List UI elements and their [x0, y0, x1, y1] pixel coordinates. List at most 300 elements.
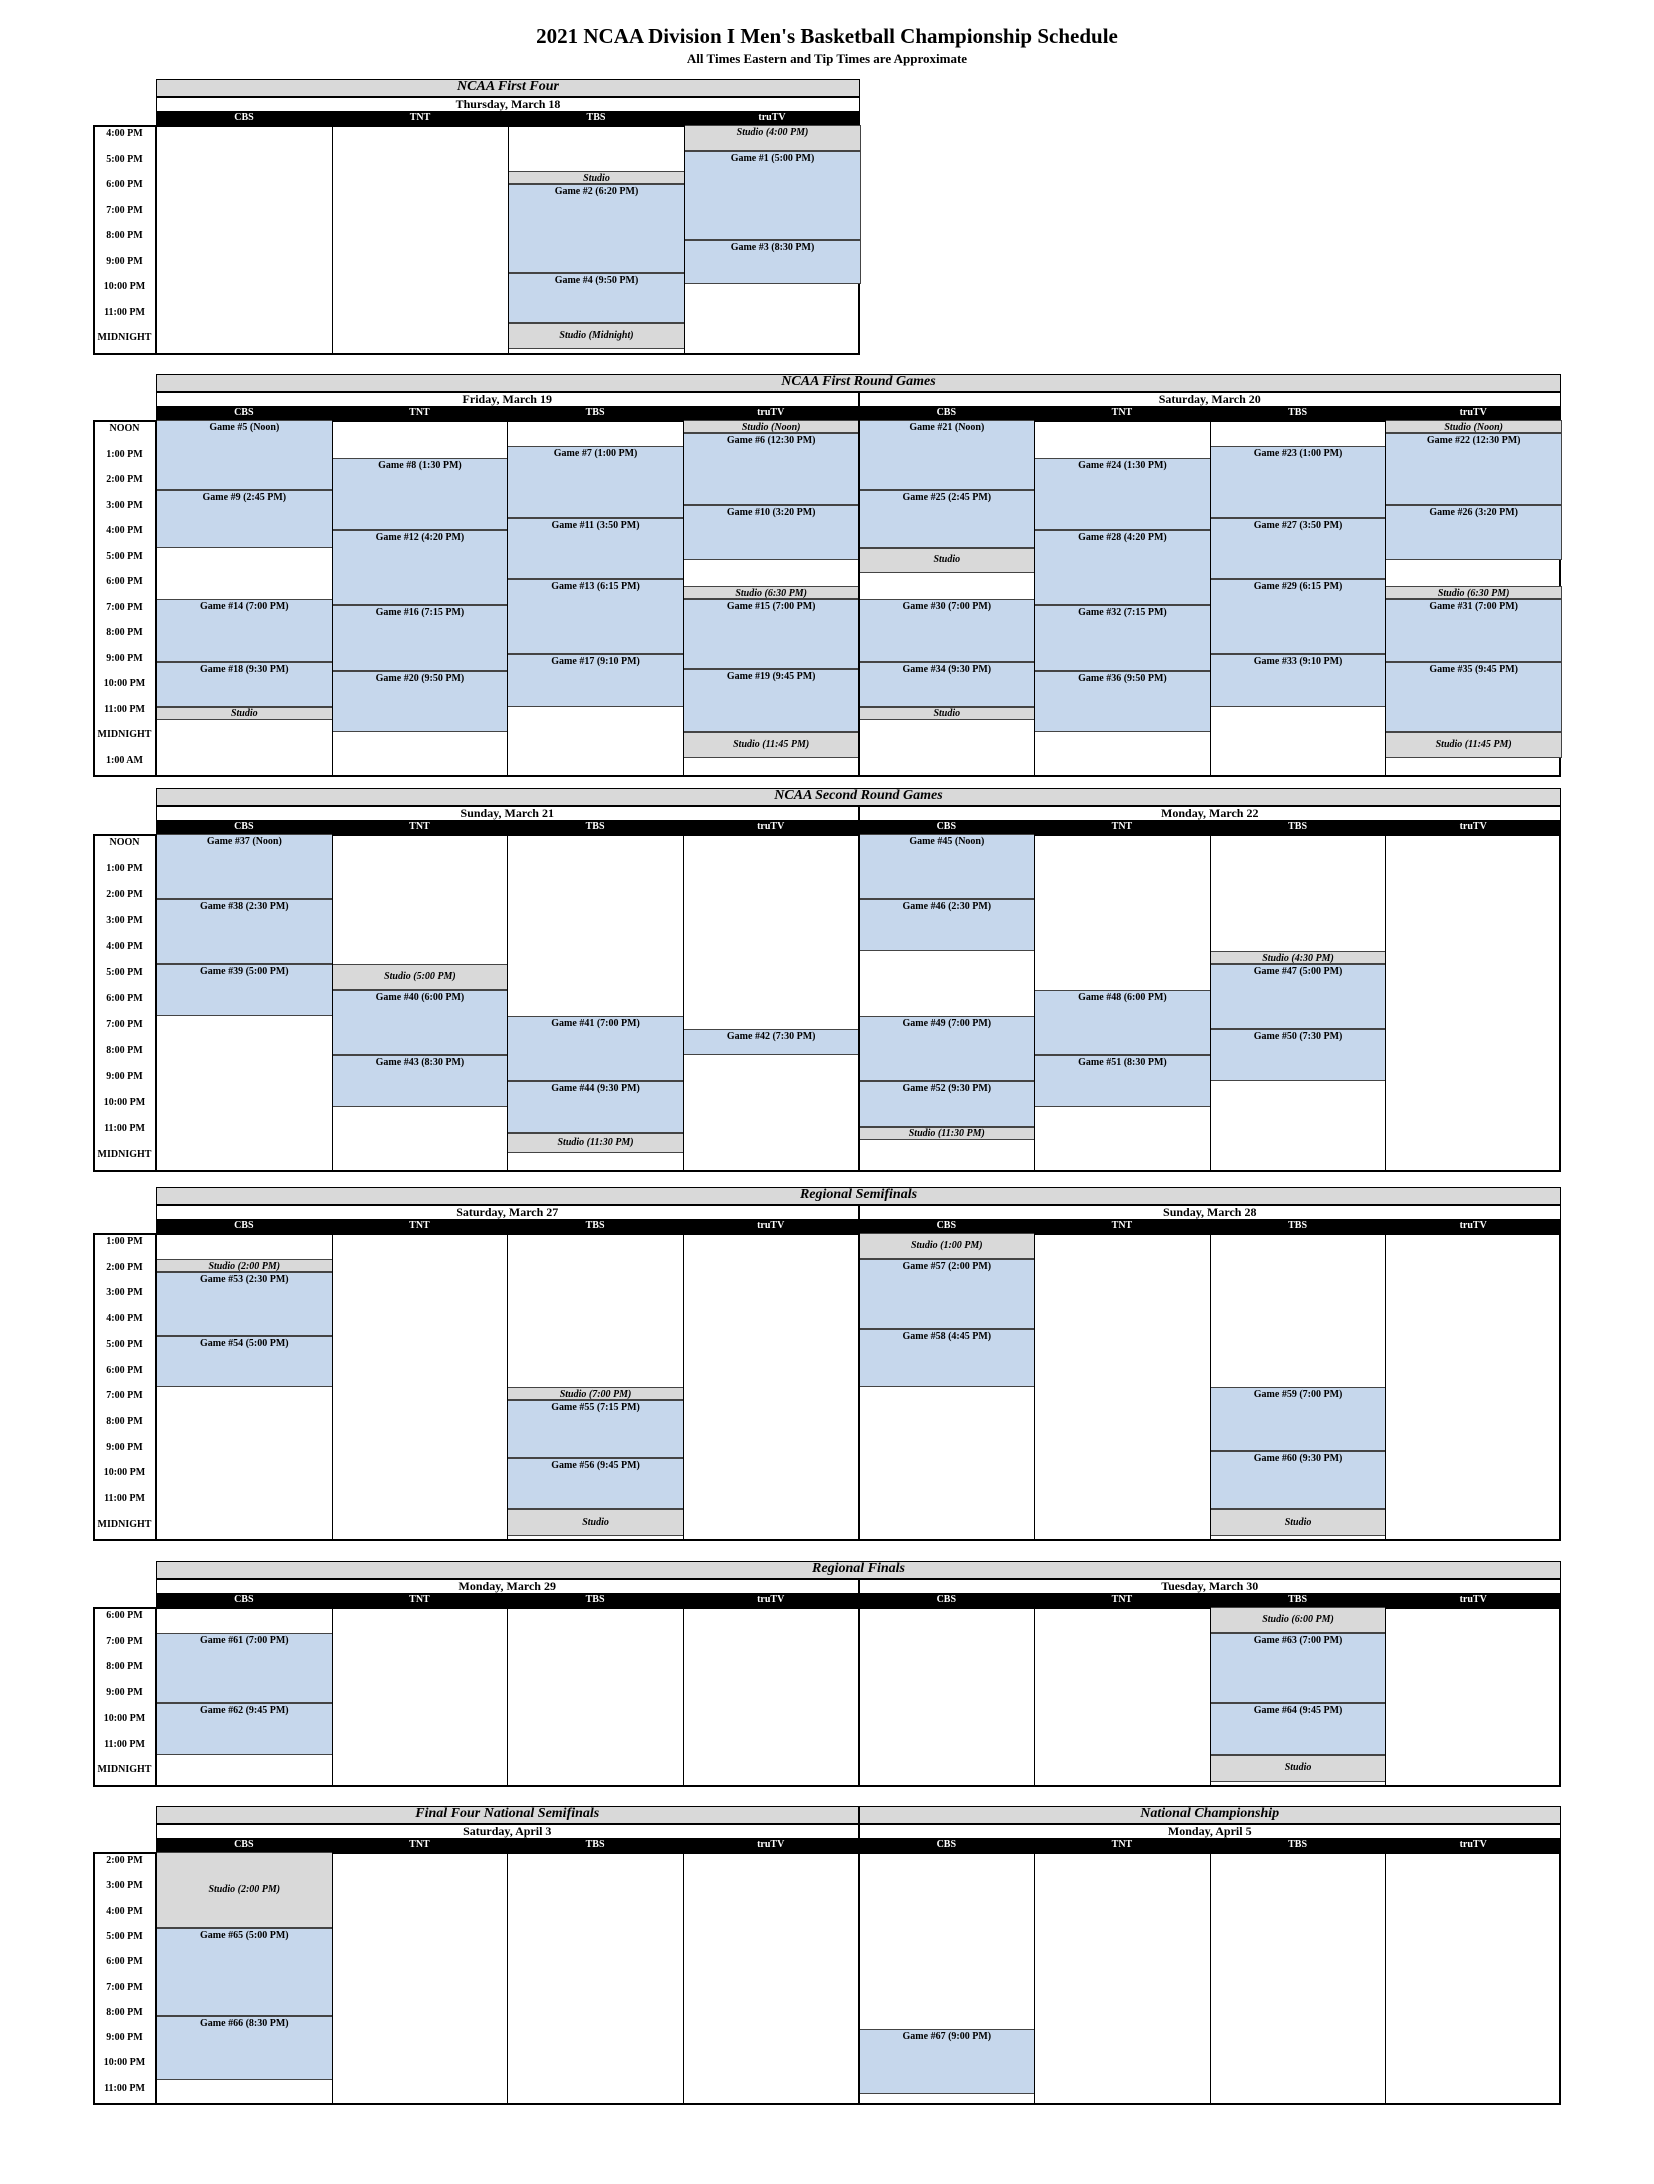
game-slot[interactable]	[684, 240, 861, 285]
slot-label: Game #32 (7:15 PM)	[1078, 606, 1167, 618]
time-label: 9:00 PM	[106, 2032, 143, 2044]
game-slot[interactable]	[156, 1928, 333, 2017]
game-slot[interactable]	[1034, 990, 1211, 1055]
channel-label: CBS	[936, 1594, 957, 1605]
time-label: 11:00 PM	[104, 1738, 145, 1750]
game-slot[interactable]	[859, 2029, 1036, 2094]
channel-label: TBS	[1288, 821, 1308, 832]
slot-label: Game #21 (Noon)	[909, 422, 985, 433]
day-header: Friday, March 19	[156, 392, 859, 407]
time-label: 1:00 AM	[106, 754, 143, 766]
day-header: Saturday, March 20	[859, 392, 1562, 407]
slot-label: Game #25 (2:45 PM)	[902, 492, 992, 504]
slot-label: Game #33 (9:10 PM)	[1253, 655, 1343, 667]
day-divider	[858, 1852, 860, 2105]
time-label: 2:00 PM	[106, 1855, 143, 1866]
slot-label: Game #57 (2:00 PM)	[902, 1260, 992, 1272]
channel-divider	[1210, 420, 1211, 777]
channel-divider	[332, 1852, 333, 2105]
time-label: 6:00 PM	[106, 1610, 143, 1621]
channel-label: TNT	[1111, 1594, 1133, 1605]
game-slot[interactable]	[507, 446, 684, 518]
time-label: 4:00 PM	[106, 941, 143, 952]
slot-label: Game #34 (9:30 PM)	[902, 664, 992, 676]
studio-slot[interactable]	[1210, 951, 1387, 964]
game-slot[interactable]	[1385, 599, 1562, 663]
game-slot[interactable]	[1385, 662, 1562, 732]
time-label: 7:00 PM	[106, 1019, 143, 1030]
channel-label: truTV	[757, 1839, 785, 1850]
slot-label: Game #1 (5:00 PM)	[730, 152, 815, 164]
time-label: 5:00 PM	[106, 967, 143, 978]
time-column-divider	[155, 125, 157, 355]
channel-divider	[1385, 1852, 1386, 2105]
slot-label: Game #4 (9:50 PM)	[554, 274, 639, 286]
slot-label: Game #20 (9:50 PM)	[375, 672, 465, 684]
time-label: NOON	[109, 837, 140, 848]
game-slot[interactable]	[507, 579, 684, 653]
channel-divider	[332, 834, 333, 1172]
game-slot[interactable]	[859, 834, 1036, 899]
time-column-divider	[155, 1233, 157, 1541]
channel-divider	[507, 1607, 508, 1787]
day-header: Sunday, March 28	[859, 1205, 1562, 1220]
time-label: 5:00 PM	[106, 550, 143, 562]
slot-label: Studio (11:30 PM)	[557, 1136, 634, 1148]
game-slot[interactable]	[507, 1458, 684, 1509]
studio-slot[interactable]	[508, 323, 685, 350]
game-slot[interactable]	[156, 420, 333, 490]
time-label: 11:00 PM	[104, 2082, 145, 2094]
time-column-divider	[155, 420, 157, 777]
slot-label: Game #50 (7:30 PM)	[1253, 1031, 1343, 1042]
time-label: 7:00 PM	[106, 601, 143, 613]
game-slot[interactable]	[156, 2016, 333, 2079]
studio-slot[interactable]	[156, 1852, 333, 1928]
slot-label: Game #61 (7:00 PM)	[200, 1634, 289, 1646]
game-slot[interactable]	[332, 458, 509, 530]
game-slot[interactable]	[332, 990, 509, 1055]
time-label: 8:00 PM	[106, 230, 143, 241]
slot-label: Game #42 (7:30 PM)	[726, 1031, 816, 1042]
time-label: 10:00 PM	[103, 1712, 146, 1724]
slot-label: Game #27 (3:50 PM)	[1253, 519, 1343, 531]
studio-slot[interactable]	[859, 1127, 1036, 1140]
game-slot[interactable]	[507, 518, 684, 580]
slot-label: Studio (2:00 PM)	[208, 1260, 281, 1272]
slot-label: Studio	[933, 554, 961, 566]
game-slot[interactable]	[156, 899, 333, 964]
slot-label: Game #62 (9:45 PM)	[200, 1705, 289, 1717]
time-label: 11:00 PM	[104, 703, 145, 715]
channel-label: TBS	[1288, 1839, 1308, 1850]
game-slot[interactable]	[156, 490, 333, 547]
channel-label: TNT	[409, 407, 430, 418]
day-header: Tuesday, March 30	[859, 1579, 1562, 1594]
slot-label: Game #2 (6:20 PM)	[554, 185, 639, 197]
slot-label: Game #14 (7:00 PM)	[200, 600, 289, 612]
slot-label: Game #29 (6:15 PM)	[1253, 581, 1343, 593]
game-slot[interactable]	[1210, 1451, 1387, 1509]
channel-divider	[507, 1233, 508, 1541]
time-label: 8:00 PM	[106, 627, 143, 638]
game-slot[interactable]	[332, 530, 509, 604]
time-label: 2:00 PM	[106, 889, 143, 900]
time-label: 1:00 PM	[106, 863, 143, 874]
channel-label: TBS	[585, 1220, 605, 1231]
channel-label: CBS	[234, 1594, 254, 1605]
game-slot[interactable]	[1385, 433, 1562, 505]
game-slot[interactable]	[683, 599, 860, 669]
studio-slot[interactable]	[1385, 586, 1562, 599]
studio-slot[interactable]	[156, 707, 333, 720]
channel-label: TNT	[1111, 1839, 1133, 1850]
time-label: 4:00 PM	[106, 1313, 143, 1325]
game-slot[interactable]	[507, 654, 684, 707]
channel-divider	[1034, 1607, 1035, 1787]
studio-slot[interactable]	[1210, 1607, 1387, 1633]
slot-label: Game #10 (3:20 PM)	[726, 506, 816, 518]
game-slot[interactable]	[1210, 1387, 1387, 1451]
studio-slot[interactable]	[859, 1233, 1036, 1259]
channel-label: CBS	[234, 1839, 254, 1850]
game-slot[interactable]	[156, 964, 333, 1016]
channel-label: TNT	[409, 1594, 430, 1605]
channel-label: TNT	[1111, 821, 1133, 832]
channel-label: CBS	[234, 1220, 254, 1231]
slot-label: Game #53 (2:30 PM)	[200, 1273, 289, 1285]
channel-label: CBS	[936, 821, 957, 832]
game-slot[interactable]	[1034, 530, 1211, 604]
slot-label: Studio (Noon)	[1444, 422, 1503, 433]
channel-label: truTV	[757, 1220, 785, 1231]
slot-label: Game #65 (5:00 PM)	[200, 1929, 289, 1941]
day-header: Monday, March 29	[156, 1579, 859, 1594]
channel-label: TNT	[1111, 407, 1133, 418]
channel-divider	[1210, 1233, 1211, 1541]
channel-divider	[683, 1233, 684, 1541]
game-slot[interactable]	[332, 1055, 509, 1107]
document-subtitle: All Times Eastern and Tip Times are Approximate	[686, 51, 968, 66]
time-label: 9:00 PM	[106, 1687, 143, 1699]
phase-header: Regional Semifinals	[156, 1187, 1561, 1205]
slot-label: Game #31 (7:00 PM)	[1429, 600, 1518, 612]
studio-slot[interactable]	[859, 548, 1036, 574]
game-slot[interactable]	[1385, 505, 1562, 560]
channel-label: truTV	[758, 112, 786, 123]
time-label: MIDNIGHT	[97, 729, 152, 740]
time-label: 6:00 PM	[106, 576, 143, 587]
time-label: 11:00 PM	[104, 1493, 145, 1504]
slot-label: Game #19 (9:45 PM)	[726, 670, 816, 682]
game-slot[interactable]	[332, 671, 509, 733]
slot-label: Game #55 (7:15 PM)	[551, 1402, 640, 1414]
game-slot[interactable]	[859, 1016, 1036, 1081]
time-label: MIDNIGHT	[97, 332, 152, 343]
day-header: Monday, April 5	[859, 1824, 1562, 1839]
game-slot[interactable]	[859, 1329, 1036, 1387]
slot-label: Game #40 (6:00 PM)	[375, 992, 465, 1003]
channel-label: truTV	[1459, 1594, 1487, 1605]
game-slot[interactable]	[156, 1272, 333, 1336]
channel-label: truTV	[1459, 1220, 1487, 1231]
time-label: 9:00 PM	[106, 1071, 143, 1082]
document-title: 2021 NCAA Division I Men's Basketball Championship Schedule	[536, 24, 1118, 48]
phase-header: NCAA First Round Games	[156, 374, 1561, 392]
channel-divider	[1034, 420, 1035, 777]
channel-divider	[507, 1852, 508, 2105]
channel-label: TBS	[585, 407, 605, 418]
time-label: 4:00 PM	[106, 128, 143, 139]
game-slot[interactable]	[156, 599, 333, 663]
studio-slot[interactable]	[684, 125, 861, 151]
channel-divider	[683, 1607, 684, 1787]
time-label: 7:00 PM	[106, 1635, 143, 1647]
channel-label: truTV	[1459, 407, 1487, 418]
channel-label: truTV	[757, 1594, 785, 1605]
slot-label: Game #13 (6:15 PM)	[551, 581, 640, 593]
game-slot[interactable]	[1210, 1633, 1387, 1704]
game-slot[interactable]	[332, 605, 509, 671]
studio-slot[interactable]	[156, 1259, 333, 1272]
channel-divider	[683, 834, 684, 1172]
channel-label: CBS	[234, 407, 254, 418]
game-slot[interactable]	[683, 433, 860, 505]
slot-label: Studio (Midnight)	[559, 330, 634, 341]
game-slot[interactable]	[507, 1016, 684, 1081]
studio-slot[interactable]	[859, 707, 1036, 720]
studio-slot[interactable]	[1385, 732, 1562, 758]
channel-label: CBS	[936, 407, 957, 418]
time-label: 3:00 PM	[106, 1287, 143, 1299]
game-slot[interactable]	[859, 420, 1036, 490]
day-divider	[858, 1607, 860, 1787]
slot-label: Studio	[933, 707, 961, 719]
slot-label: Game #44 (9:30 PM)	[551, 1083, 640, 1094]
game-slot[interactable]	[507, 1400, 684, 1458]
channel-label: TBS	[1288, 1220, 1308, 1231]
slot-label: Game #24 (1:30 PM)	[1078, 460, 1167, 472]
day-divider	[858, 834, 860, 1172]
time-label: 1:00 PM	[106, 448, 143, 460]
channel-label: TBS	[585, 821, 605, 832]
time-label: 10:00 PM	[103, 1467, 146, 1479]
time-label: 11:00 PM	[104, 306, 145, 318]
slot-label: Game #12 (4:20 PM)	[375, 532, 465, 544]
channel-divider	[1034, 834, 1035, 1172]
slot-label: Studio (11:30 PM)	[908, 1127, 985, 1139]
channel-divider	[1385, 1607, 1386, 1787]
game-slot[interactable]	[1210, 964, 1387, 1029]
game-slot[interactable]	[684, 151, 861, 240]
time-label: MIDNIGHT	[97, 1149, 152, 1160]
slot-label: Game #5 (Noon)	[209, 422, 280, 433]
studio-slot[interactable]	[683, 586, 860, 599]
game-slot[interactable]	[156, 1336, 333, 1387]
studio-slot[interactable]	[508, 171, 685, 184]
slot-label: Game #39 (5:00 PM)	[200, 966, 289, 977]
slot-label: Game #59 (7:00 PM)	[1253, 1389, 1343, 1401]
game-slot[interactable]	[859, 662, 1036, 707]
slot-label: Game #60 (9:30 PM)	[1253, 1453, 1343, 1465]
time-label: 5:00 PM	[106, 1930, 143, 1942]
slot-label: Studio	[1284, 1762, 1312, 1774]
game-slot[interactable]	[156, 1703, 333, 1754]
day-header: Saturday, April 3	[156, 1824, 859, 1839]
studio-slot[interactable]	[332, 964, 509, 990]
slot-label: Game #49 (7:00 PM)	[902, 1018, 992, 1029]
channel-divider	[332, 420, 333, 777]
channel-divider	[1210, 1607, 1211, 1787]
time-label: 8:00 PM	[106, 1661, 143, 1673]
time-label: NOON	[109, 423, 140, 434]
game-slot[interactable]	[1210, 518, 1387, 580]
channel-label: TNT	[409, 112, 431, 123]
time-column-divider	[155, 834, 157, 1172]
game-slot[interactable]	[156, 1633, 333, 1704]
slot-label: Studio (2:00 PM)	[208, 1883, 281, 1895]
slot-label: Studio (6:30 PM)	[735, 587, 808, 599]
game-slot[interactable]	[859, 599, 1036, 663]
channel-label: TBS	[586, 112, 606, 123]
slot-label: Game #6 (12:30 PM)	[726, 434, 816, 446]
slot-label: Game #28 (4:20 PM)	[1078, 532, 1167, 544]
slot-label: Game #18 (9:30 PM)	[200, 664, 289, 676]
time-label: 10:00 PM	[103, 2057, 146, 2069]
studio-slot[interactable]	[1385, 420, 1562, 433]
slot-label: Game #63 (7:00 PM)	[1253, 1634, 1343, 1646]
game-slot[interactable]	[507, 1081, 684, 1133]
slot-label: Game #52 (9:30 PM)	[902, 1083, 992, 1094]
time-label: MIDNIGHT	[97, 1518, 152, 1530]
phase-header: Final Four National Semifinals	[156, 1806, 859, 1824]
studio-slot[interactable]	[683, 420, 860, 433]
studio-slot[interactable]	[1210, 1509, 1387, 1536]
time-label: 10:00 PM	[103, 1097, 146, 1108]
game-slot[interactable]	[683, 1029, 860, 1055]
slot-label: Studio (11:45 PM)	[1435, 739, 1512, 751]
day-header: Monday, March 22	[859, 806, 1562, 821]
channel-label: TBS	[585, 1839, 605, 1850]
channel-divider	[332, 125, 333, 355]
slot-label: Studio (1:00 PM)	[910, 1239, 983, 1251]
slot-label: Studio	[582, 1516, 609, 1528]
game-slot[interactable]	[1034, 671, 1211, 733]
slot-label: Studio	[230, 707, 258, 719]
game-slot[interactable]	[683, 669, 860, 733]
slot-label: Studio (Noon)	[741, 422, 801, 433]
slot-label: Studio (11:45 PM)	[733, 739, 810, 751]
time-label: 6:00 PM	[106, 993, 143, 1004]
slot-label: Game #45 (Noon)	[909, 836, 985, 847]
phase-header: NCAA Second Round Games	[156, 788, 1561, 806]
slot-label: Game #64 (9:45 PM)	[1253, 1705, 1343, 1717]
game-slot[interactable]	[156, 662, 333, 707]
game-slot[interactable]	[1210, 446, 1387, 518]
slot-label: Game #3 (8:30 PM)	[730, 241, 815, 253]
channel-label: TBS	[1288, 407, 1308, 418]
time-label: MIDNIGHT	[97, 1764, 152, 1776]
game-slot[interactable]	[1034, 1055, 1211, 1107]
game-slot[interactable]	[156, 834, 333, 899]
game-slot[interactable]	[508, 273, 685, 323]
slot-label: Game #30 (7:00 PM)	[902, 600, 992, 612]
time-label: 4:00 PM	[106, 1905, 143, 1917]
time-label: 10:00 PM	[103, 678, 146, 689]
slot-label: Game #46 (2:30 PM)	[902, 901, 992, 912]
slot-label: Game #66 (8:30 PM)	[200, 2018, 289, 2030]
channel-label: truTV	[757, 407, 785, 418]
channel-divider	[684, 125, 685, 355]
slot-label: Studio	[583, 172, 610, 184]
game-slot[interactable]	[1210, 654, 1387, 707]
channel-label: truTV	[1459, 1839, 1487, 1850]
channel-divider	[1385, 1233, 1386, 1541]
slot-label: Game #43 (8:30 PM)	[375, 1057, 465, 1068]
channel-label: CBS	[234, 821, 254, 832]
game-slot[interactable]	[1210, 1029, 1387, 1081]
day-divider	[858, 1233, 860, 1541]
channel-divider	[1210, 834, 1211, 1172]
channel-label: CBS	[936, 1839, 957, 1850]
game-slot[interactable]	[859, 899, 1036, 951]
time-label: 11:00 PM	[104, 1123, 145, 1134]
studio-slot[interactable]	[507, 1133, 684, 1153]
time-label: 8:00 PM	[106, 1045, 143, 1056]
slot-label: Game #23 (1:00 PM)	[1253, 447, 1343, 459]
slot-label: Game #22 (12:30 PM)	[1426, 434, 1521, 446]
slot-label: Game #48 (6:00 PM)	[1078, 992, 1167, 1003]
studio-slot[interactable]	[1210, 1755, 1387, 1782]
game-slot[interactable]	[683, 505, 860, 560]
time-label: 8:00 PM	[106, 2006, 143, 2018]
slot-label: Game #47 (5:00 PM)	[1253, 966, 1343, 977]
time-label: 1:00 PM	[106, 1236, 143, 1247]
time-label: 7:00 PM	[106, 204, 143, 216]
slot-label: Game #41 (7:00 PM)	[551, 1018, 640, 1029]
channel-label: TBS	[1288, 1594, 1308, 1605]
slot-label: Studio (4:00 PM)	[736, 127, 809, 138]
time-label: 5:00 PM	[106, 1338, 143, 1350]
game-slot[interactable]	[859, 490, 1036, 547]
game-slot[interactable]	[1034, 605, 1211, 671]
game-slot[interactable]	[508, 184, 685, 273]
channel-label: TNT	[409, 821, 430, 832]
game-slot[interactable]	[859, 1081, 1036, 1127]
channel-label: TNT	[1111, 1220, 1133, 1231]
time-label: 7:00 PM	[106, 1981, 143, 1993]
game-slot[interactable]	[859, 1259, 1036, 1330]
channel-label: truTV	[757, 821, 785, 832]
time-label: 9:00 PM	[106, 652, 143, 664]
game-slot[interactable]	[1034, 458, 1211, 530]
game-slot[interactable]	[1210, 1703, 1387, 1754]
day-header: Sunday, March 21	[156, 806, 859, 821]
game-slot[interactable]	[1210, 579, 1387, 653]
studio-slot[interactable]	[683, 732, 860, 758]
time-label: 10:00 PM	[103, 281, 146, 292]
slot-label: Studio (6:00 PM)	[1262, 1613, 1334, 1625]
slot-label: Game #51 (8:30 PM)	[1078, 1057, 1167, 1068]
studio-slot[interactable]	[507, 1509, 684, 1536]
time-label: 3:00 PM	[106, 499, 143, 511]
time-label: 9:00 PM	[106, 1441, 143, 1453]
time-label: 6:00 PM	[106, 179, 143, 190]
studio-slot[interactable]	[507, 1387, 684, 1400]
day-header: Thursday, March 18	[156, 97, 860, 112]
slot-label: Game #54 (5:00 PM)	[200, 1337, 289, 1349]
channel-divider	[1385, 420, 1386, 777]
